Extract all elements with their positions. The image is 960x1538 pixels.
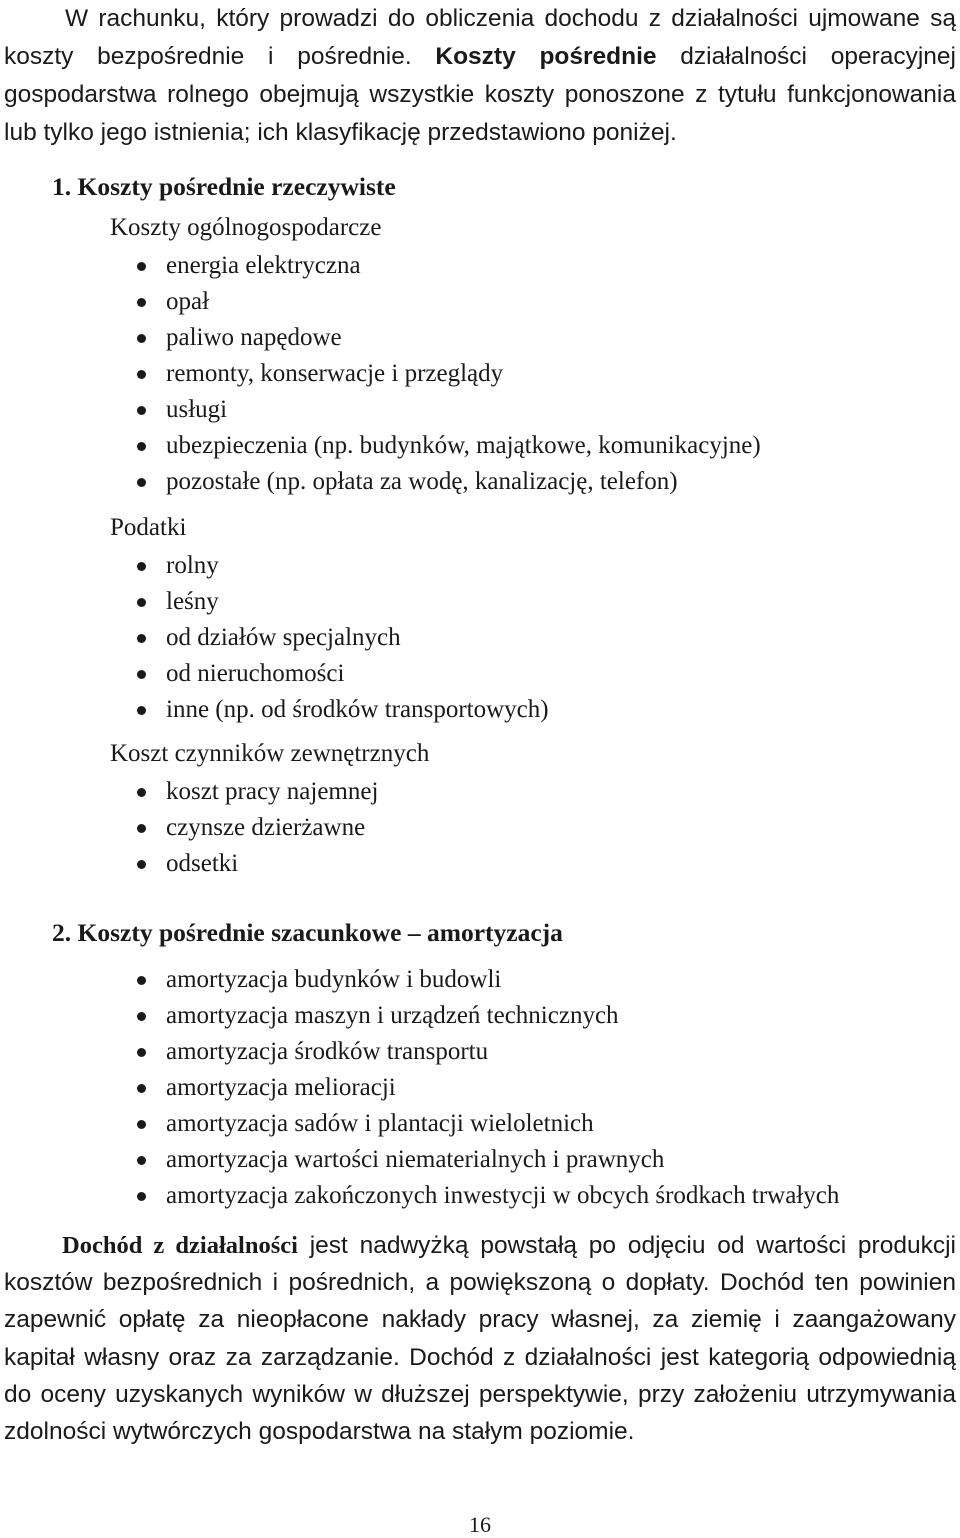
list-item: odsetki bbox=[0, 846, 378, 882]
page-number: 16 bbox=[469, 1512, 491, 1537]
bullet-icon bbox=[137, 670, 146, 679]
group-title-general-costs: Koszty ogólnogospodarcze bbox=[110, 214, 382, 241]
list-item: czynsze dzierżawne bbox=[0, 810, 378, 846]
list-item: pozostałe (np. opłata za wodę, kanalizację, telefon) bbox=[0, 464, 761, 500]
external-factors-list bbox=[0, 774, 378, 882]
bullet-icon bbox=[137, 788, 146, 797]
list-item: rolny bbox=[0, 548, 549, 584]
list-item: amortyzacja środków transportu bbox=[0, 1034, 839, 1070]
bullet-icon bbox=[137, 298, 146, 307]
list-item: od nieruchomości bbox=[0, 656, 549, 692]
bullet-icon bbox=[137, 824, 146, 833]
section-1-heading: 1. Koszty pośrednie rzeczywiste bbox=[52, 172, 396, 201]
income-bold-term: Dochód z działalności bbox=[62, 1232, 298, 1259]
section-2-heading: 2. Koszty pośrednie szacunkowe – amortyzacja bbox=[52, 918, 563, 947]
bullet-icon bbox=[137, 598, 146, 607]
taxes-list bbox=[0, 548, 549, 728]
bullet-icon bbox=[137, 634, 146, 643]
list-item: amortyzacja budynków i budowli bbox=[0, 962, 839, 998]
bullet-icon bbox=[137, 860, 146, 869]
income-paragraph bbox=[4, 1227, 956, 1450]
bullet-icon bbox=[137, 1120, 146, 1129]
bullet-icon bbox=[137, 1156, 146, 1165]
list-item: paliwo napędowe bbox=[0, 320, 761, 356]
intro-text-2: działalności operacyjnej gospodarstwa rolnego obejmują wszystkie koszty ponoszone z tytułu funkcjonowania lub tylko jego istnienia; ich klasyfikację przedstawiono poniżej. bbox=[4, 43, 956, 146]
group-title-taxes: Podatki bbox=[110, 514, 187, 541]
bullet-icon bbox=[137, 1084, 146, 1093]
bullet-icon bbox=[137, 370, 146, 379]
bullet-icon bbox=[137, 976, 146, 985]
bullet-icon bbox=[137, 1012, 146, 1021]
bullet-icon bbox=[137, 706, 146, 715]
list-item: amortyzacja sadów i plantacji wieloletnich bbox=[0, 1106, 839, 1142]
list-item: koszt pracy najemnej bbox=[0, 774, 378, 810]
intro-paragraph bbox=[4, 0, 956, 152]
list-item: ubezpieczenia (np. budynków, majątkowe, komunikacyjne) bbox=[0, 428, 761, 464]
bullet-icon bbox=[137, 406, 146, 415]
bullet-icon bbox=[137, 1048, 146, 1057]
bullet-icon bbox=[137, 478, 146, 487]
list-item: remonty, konserwacje i przeglądy bbox=[0, 356, 761, 392]
bullet-icon bbox=[137, 334, 146, 343]
depreciation-list bbox=[0, 962, 839, 1214]
intro-bold-term: Koszty pośrednie bbox=[435, 43, 657, 70]
list-item: od działów specjalnych bbox=[0, 620, 549, 656]
list-item: amortyzacja maszyn i urządzeń technicznych bbox=[0, 998, 839, 1034]
bullet-icon bbox=[137, 1192, 146, 1201]
list-item: opał bbox=[0, 284, 761, 320]
list-item: amortyzacja melioracji bbox=[0, 1070, 839, 1106]
list-item: usługi bbox=[0, 392, 761, 428]
bullet-icon bbox=[137, 442, 146, 451]
bullet-icon bbox=[137, 562, 146, 571]
intro-text-1: W rachunku, który prowadzi do obliczenia dochodu z działalności ujmowane są koszty bezpośrednie i pośrednie. bbox=[4, 5, 956, 70]
list-item: amortyzacja wartości niematerialnych i prawnych bbox=[0, 1142, 839, 1178]
list-item: leśny bbox=[0, 584, 549, 620]
general-costs-list bbox=[0, 248, 761, 500]
income-text: jest nadwyżką powstałą po odjęciu od wartości produkcji kosztów bezpośrednich i pośrednich, a powiększoną o dopłaty. Dochód ten powinien zapewnić opłatę za nieopłacone nakłady pracy własnej, za ziemię i zaangażowany kapitał własny oraz za zarządzanie. Dochód z działalności jest kategorią odpowiednią do oceny uzyskanych wyników w dłuższej perspektywie, przy założeniu utrzymywania zdolności wytwórczych gospodarstwa na stałym poziomie. bbox=[4, 1232, 956, 1446]
list-item: amortyzacja zakończonych inwestycji w obcych środkach trwałych bbox=[0, 1178, 839, 1214]
list-item: energia elektryczna bbox=[0, 248, 761, 284]
group-title-external-factors: Koszt czynników zewnętrznych bbox=[110, 740, 430, 767]
bullet-icon bbox=[137, 262, 146, 271]
list-item: inne (np. od środków transportowych) bbox=[0, 692, 549, 728]
